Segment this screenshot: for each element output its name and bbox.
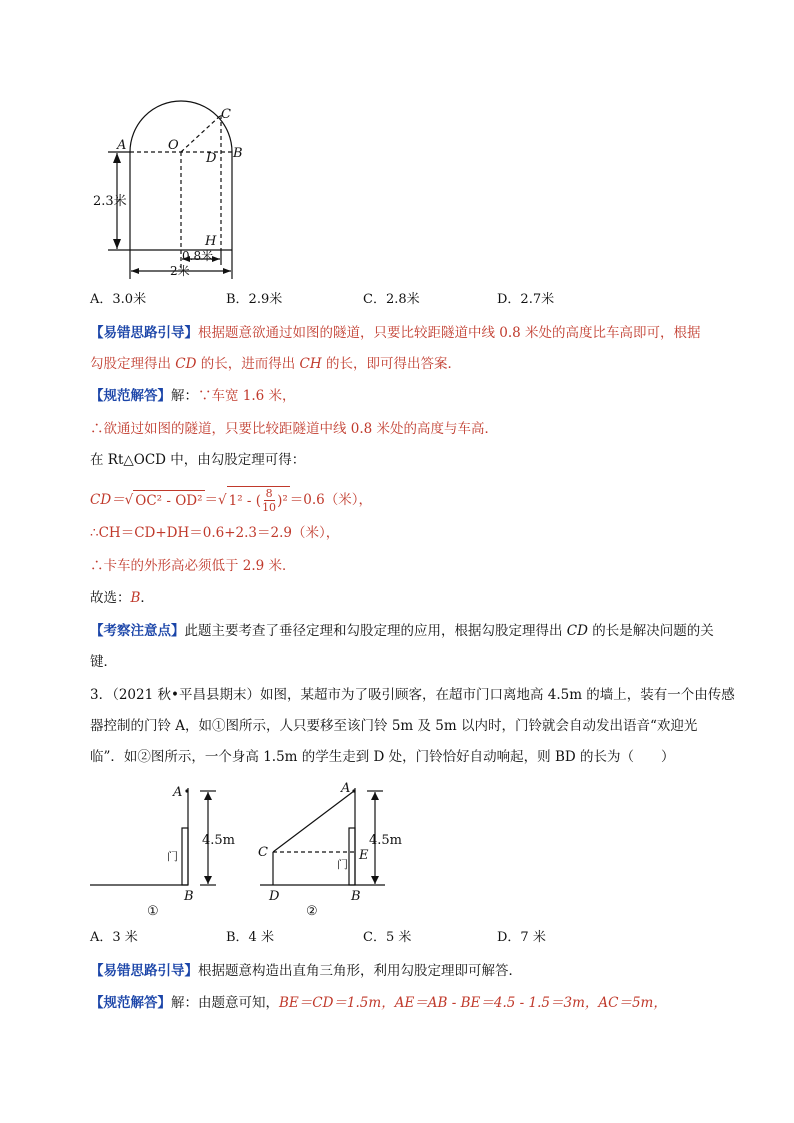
hint-tag: 【易错思路引导】 (90, 325, 198, 341)
q2-option-c[interactable]: C．2.8米 (363, 292, 420, 307)
q2-option-d[interactable]: D．2.7米 (497, 292, 555, 307)
label-B: B (233, 146, 243, 161)
fig2-caption: ② (306, 904, 318, 919)
label-H: H (205, 234, 217, 249)
fig2-label-D: D (269, 889, 280, 904)
segment-AC (273, 791, 354, 852)
fig2-label-A: A (341, 781, 351, 796)
fig1-label-B: B (184, 889, 194, 904)
q2-solution-line6: ∴卡车的外形高必须低于 2.9 米． (90, 558, 296, 574)
label-D: D (206, 151, 217, 166)
q2-solution-line3: 在 Rt△OCD 中，由勾股定理可得： (90, 452, 306, 468)
fig1-height: 4.5m (202, 833, 236, 848)
door-frame (349, 828, 355, 885)
label-A: A (117, 138, 127, 153)
q2-hint-line2: 勾股定理得出 CD 的长，进而得出 CH 的长，即可得出答案． (90, 356, 461, 372)
q3-stem-line1: 3．（2021 秋•平昌县期末）如图，某超市为了吸引顾客，在超市门口离地高 4.5m 的墙上，装有一个由传感 (90, 687, 735, 703)
q2-solution-line5: ∴CH＝CD+DH＝0.6+2.3＝2.9（米）， (90, 525, 340, 541)
label-O: O (168, 138, 179, 153)
fig1-label-A: A (173, 785, 183, 800)
door-frame (182, 828, 188, 885)
q2-choose: 故选：B． (90, 590, 154, 606)
q3-option-c[interactable]: C．5 米 (363, 930, 412, 945)
q2-formula: CD＝ √ OC² - OD² ＝ √ 1² - ( 8 10 )² ＝0.6（米）， (90, 487, 372, 514)
label-0.8m: 0.8米 (182, 249, 214, 263)
label-2.3m: 2.3米 (93, 194, 127, 209)
q3-hint: 【易错思路引导】根据题意构造出直角三角形，利用勾股定理即可解答． (90, 963, 522, 979)
q2-hint-line1: 【易错思路引导】根据题意欲通过如图的隧道，只要比较距隧道中线 0.8 米处的高度比车高即可，根据 (90, 325, 701, 341)
q2-note-line1: 【考察注意点】此题主要考查了垂径定理和勾股定理的应用，根据勾股定理得出 CD 的长是解决问题的关 (90, 623, 714, 639)
fig2-label-C: C (258, 845, 268, 860)
solution-tag: 【规范解答】 (90, 388, 171, 404)
fig2-door: 门 (337, 858, 348, 871)
tunnel-figure (93, 95, 280, 285)
q2-solution-line1: 【规范解答】解：∵车宽 1.6 米， (90, 388, 296, 404)
segment-OC (181, 115, 221, 152)
fig1-door: 门 (167, 850, 178, 863)
fig2-height: 4.5m (369, 833, 403, 848)
doorbell-dot (352, 789, 355, 792)
q2-note-line2: 键． (90, 654, 117, 670)
fig1-caption: ① (147, 904, 159, 919)
q3-stem-line3: 临”．如②图所示，一个身高 1.5m 的学生走到 D 处，门铃恰好自动响起，则 BD 的长为（ ） (90, 749, 675, 765)
label-C: C (221, 107, 231, 122)
doorbell-dot (185, 789, 188, 792)
q2-option-b[interactable]: B．2.9米 (226, 292, 283, 307)
doorbell-figure-2 (255, 778, 410, 918)
q3-option-a[interactable]: A．3 米 (90, 930, 138, 945)
fig2-label-B: B (351, 889, 361, 904)
q3-option-b[interactable]: B．4 米 (226, 930, 274, 945)
q3-option-d[interactable]: D．7 米 (497, 930, 546, 945)
tunnel-arch (130, 101, 232, 152)
q3-stem-line2: 器控制的门铃 A，如①图所示，人只要移至该门铃 5m 及 5m 以内时，门铃就会自动发出语音“欢迎光 (90, 718, 698, 734)
q3-solution: 【规范解答】解：由题意可知，BE＝CD＝1.5m，AE＝AB - BE＝4.5 - 1.5＝3m，AC＝5m， (90, 995, 667, 1011)
note-tag: 【考察注意点】 (90, 623, 185, 639)
fig2-label-E: E (359, 848, 369, 863)
label-2m: 2米 (170, 264, 190, 278)
q2-solution-line2: ∴欲通过如图的隧道，只要比较距隧道中线 0.8 米处的高度与车高． (90, 421, 499, 437)
q2-option-a[interactable]: A．3.0米 (90, 292, 147, 307)
doorbell-figure-1 (88, 778, 238, 918)
